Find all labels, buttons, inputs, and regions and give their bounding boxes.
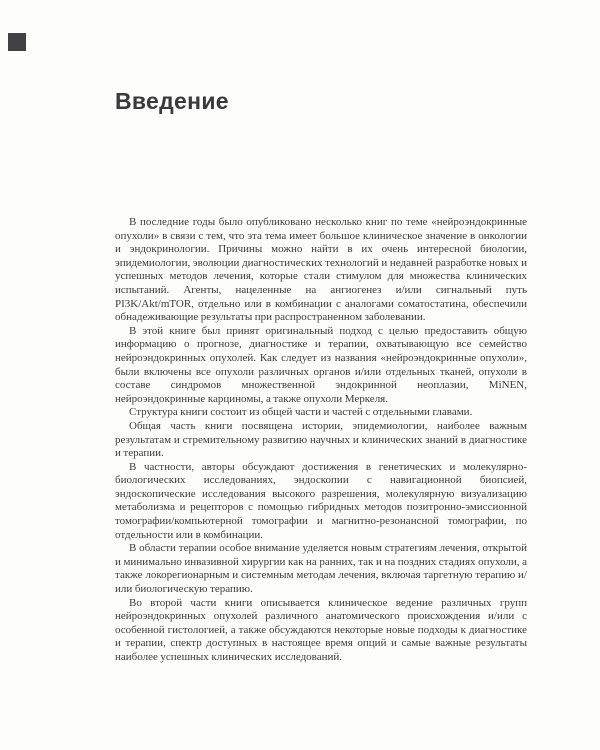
paragraph: В частности, авторы обсуждают достижения в генетических и молекулярно-биологических исследованиях, эндоскопии с навигационной биопсией, эндоскопические исследования высокого разрешения, молекулярную визуализацию метаболизма и рецепторов с помощью гибридных методов позитронно-эмиссионной томографии/компьютерной томографии и магнитно-резонансной томографии, по отдельности или в комбинации. [115, 460, 527, 541]
page-content [115, 88, 527, 665]
paragraph: В области терапии особое внимание уделяется новым стратегиям лечения, открытой и минимально инвазивной хирургии как на ранних, так и на поздних стадиях опухоли, а также локорегионарным и системным методам лечения, включая таргетную терапию и/или биологическую терапию. [115, 542, 527, 596]
paragraph: В этой книге был принят оригинальный подход с целью предоставить общую информацию о прогнозе, диагностике и терапии, охватывающую все семейство нейроэндокринных опухолей. Как следует из названия «нейроэндокринные опухоли», были включены все опухоли различных органов и/или отдельных тканей, опухоли в составе синдромов множественной эндокринной неоплазии, MiNEN, нейроэндокринные карциномы, а также опухоли Меркеля. [115, 324, 527, 405]
paragraph: Во второй части книги описывается клиническое ведение различных групп нейроэндокринных опухолей различного анатомического происхождения и/или с особенной гистологией, а также обсуждаются некоторые новые подходы к диагностике и терапии, спектр доступных в настоящее время опций и самые важные результаты наиболее успешных клинических исследований. [115, 596, 527, 663]
body-text [115, 216, 527, 665]
chapter-tab-marker [8, 33, 26, 51]
paragraph: Структура книги состоит из общей части и частей с отдельными главами. [129, 406, 473, 419]
paragraph: Общая часть книги посвящена истории, эпидемиологии, наиболее важным результатам и стремительному развитию научных и клинических знаний в диагностике и терапии. [115, 419, 527, 460]
paragraph: В последние годы было опубликовано несколько книг по теме «нейроэндокринные опухоли» в связи с тем, что эта тема имеет большое клиническое значение в онкологии и эндокринологии. Причины можно найти в их очень интересной биологии, эпидемиологии, эволюции диагностических технологий и недавней разработке новых и успешных методов лечения, которые стали стимулом для множества клинических испытаний. Агенты, нацеленные на ангиогенез и/или сигнальный путь PI3K/Akt/mTOR, отдельно или в комбинации с аналогами соматостатина, обеспечили обнадеживающие результаты при распространенном заболевании. [115, 216, 527, 324]
page-title: Введение [115, 88, 229, 114]
